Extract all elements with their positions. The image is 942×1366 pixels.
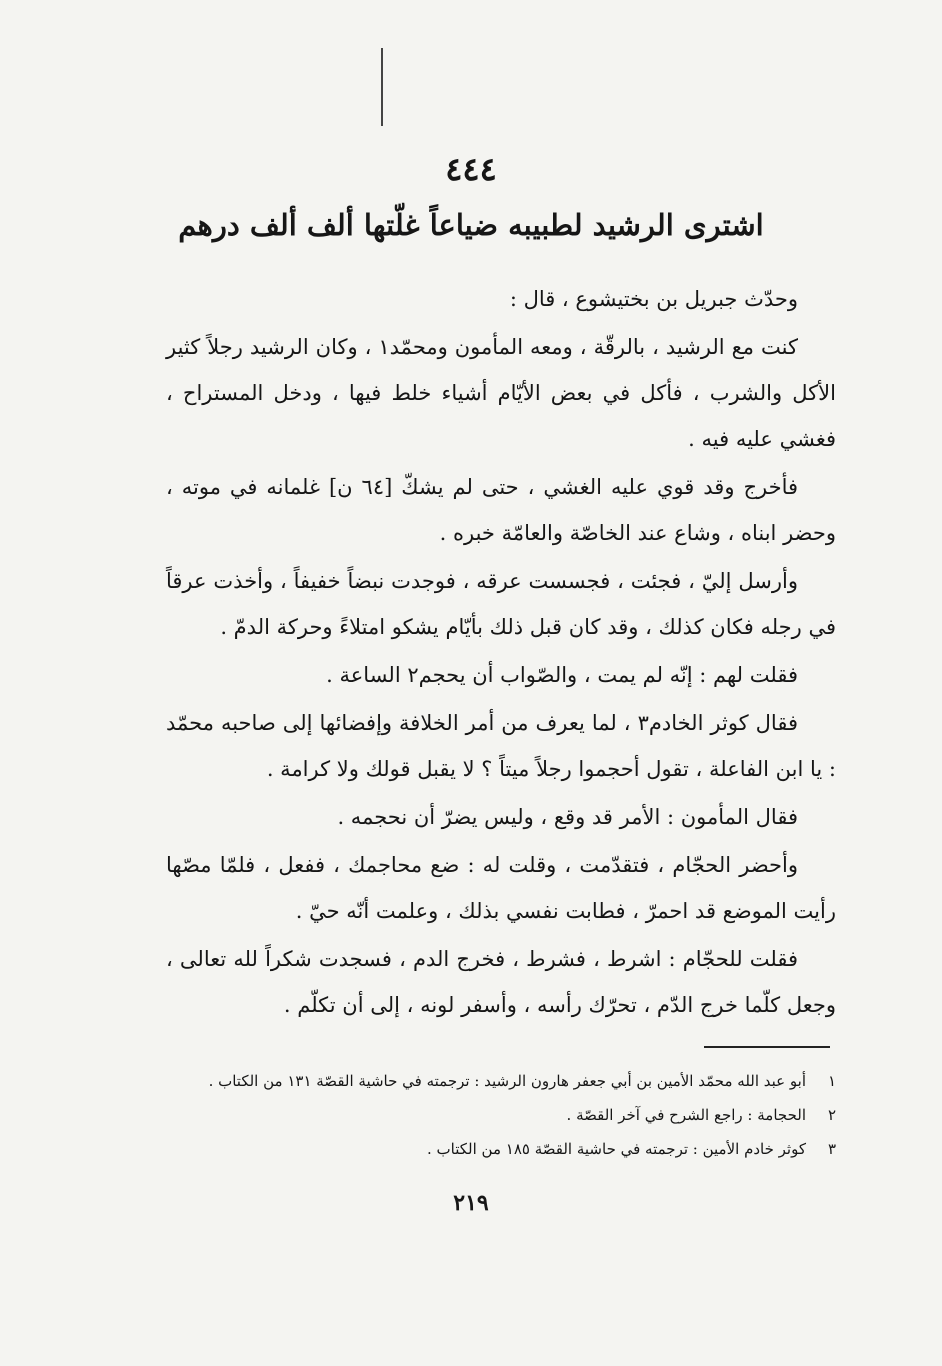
story-number: ٤٤٤ (445, 150, 497, 188)
footnote (166, 1064, 836, 1098)
paragraph: وحدّث جبريل بن بختيشوع ، قال : (509, 287, 798, 311)
footnote-number: ١ (827, 1072, 836, 1090)
footnote-number: ٣ (827, 1140, 836, 1158)
footnote (166, 1098, 836, 1132)
footnotes (166, 1064, 836, 1166)
footnote-number: ٢ (827, 1106, 836, 1124)
paragraph: فقلت للحجّام : اشرط ، فشرط ، فخرج الدم ، فسجدت شكراً لله تعالى ، وجعل كلّما خرج الدّم ، تحرّك رأسه ، وأسفر لونه ، إلى أن تكلّم . (166, 947, 836, 1017)
paragraph: فقال كوثر الخادم٣ ، لما يعرف من أمر الخلافة وإفضائها إلى صاحبه محمّد : يا ابن الفاعلة ، تقول أحجموا رجلاً ميتاً ؟ لا يقبل قولك ولا كرامة . (166, 711, 836, 781)
page-number: ٢١٩ (453, 1190, 489, 1216)
binding-mark (381, 48, 383, 126)
footnote-text: كوثر خادم الأمين : ترجمته في حاشية القصّة ١٨٥ من الكتاب . (427, 1140, 806, 1158)
paragraph: وأحضر الحجّام ، فتقدّمت ، وقلت له : ضع محاجمك ، ففعل ، فلمّا مصّها رأيت الموضع قد احمرّ ، فطابت نفسي بذلك ، وعلمت أنّه حيّ . (166, 853, 836, 923)
paragraph: فأخرج وقد قوي عليه الغشي ، حتى لم يشكّ [٦٤ ن] غلمانه في موته ، وحضر ابناه ، وشاع عند الخاصّة والعامّة خبره . (166, 475, 836, 545)
paragraph: كنت مع الرشيد ، بالرقّة ، ومعه المأمون ومحمّد١ ، وكان الرشيد رجلاً كثير الأكل والشرب ، فأكل في بعض الأيّام أشياء خلط فيها ، ودخل المستراح ، فغشي عليه فيه . (166, 335, 836, 451)
story-title: اشترى الرشيد لطبيبه ضياعاً غلّتها ألف ألف درهم (178, 208, 764, 242)
footnote-divider (704, 1046, 830, 1048)
footnote-text: أبو عبد الله محمّد الأمين بن أبي جعفر هارون الرشيد : ترجمته في حاشية القصّة ١٣١ من الكتاب . (208, 1072, 806, 1090)
paragraph: فقلت لهم : إنّه لم يمت ، والصّواب أن يحجم٢ الساعة . (326, 663, 798, 687)
paragraph: فقال المأمون : الأمر قد وقع ، وليس يضرّ أن نحجمه . (337, 805, 798, 829)
body-text (166, 276, 836, 1030)
paragraph: وأرسل إليّ ، فجئت ، فجسست عرقه ، فوجدت نبضاً خفيفاً ، وأخذت عرقاً في رجله فكان كذلك ، وقد كان قبل ذلك بأيّام يشكو امتلاءً وحركة الدمّ . (166, 569, 836, 639)
footnote (166, 1132, 836, 1166)
footnote-text: الحجامة : راجع الشرح في آخر القصّة . (566, 1106, 806, 1124)
